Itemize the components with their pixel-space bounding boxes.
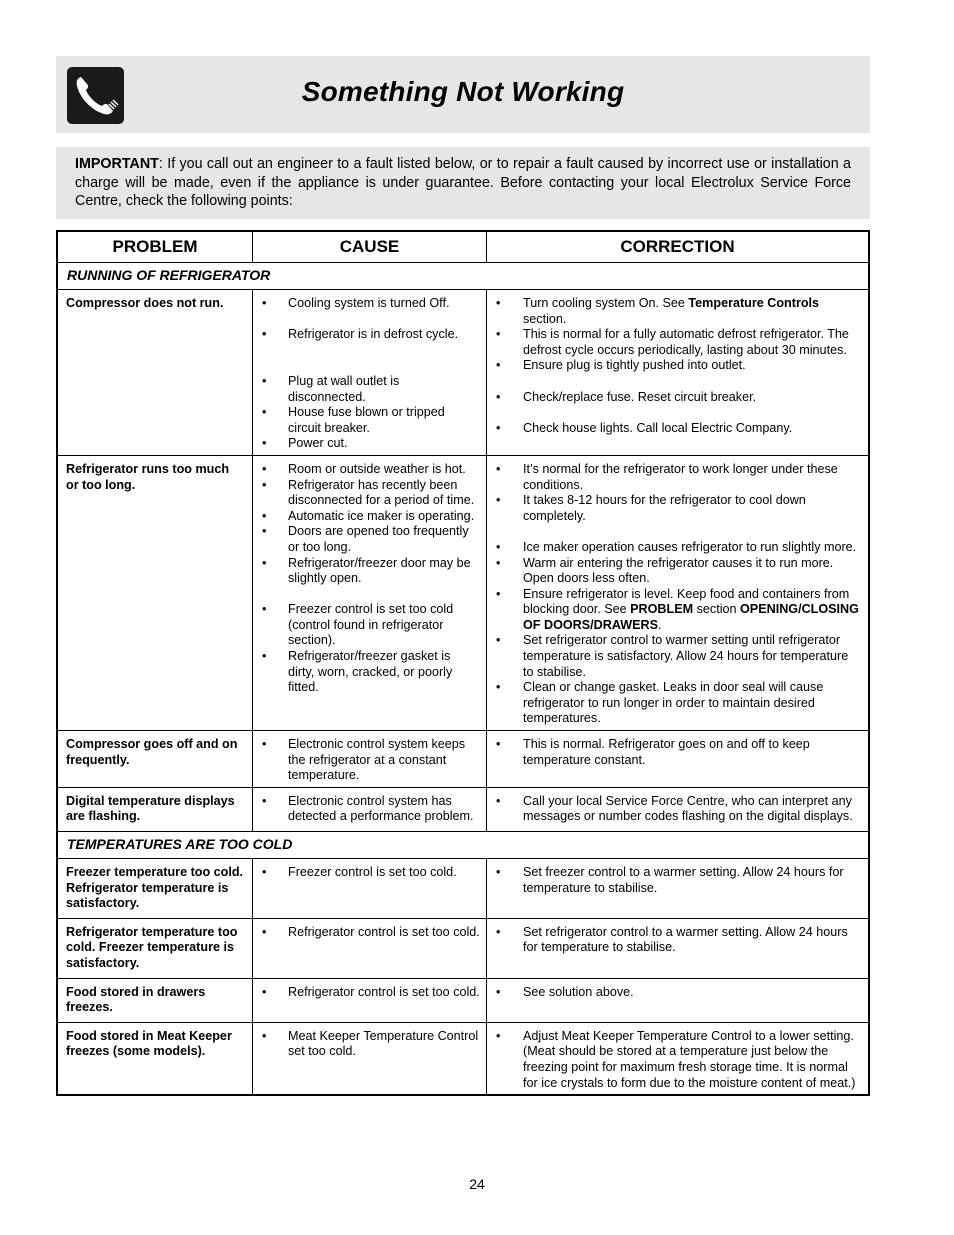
important-notice: [56, 147, 870, 219]
cause-item: • Freezer control is set too cold.: [262, 865, 480, 881]
cause-item: • Refrigerator control is set too cold.: [262, 985, 480, 1001]
cause-item: • Freezer control is set too cold (control found in refrigerator section).: [262, 602, 480, 649]
problem-cell: Refrigerator runs too much or too long.: [57, 455, 253, 730]
section-row: [57, 832, 869, 859]
correction-item: • This is normal. Refrigerator goes on and off to keep temperature constant.: [496, 737, 862, 768]
header-correction: CORRECTION: [487, 231, 870, 263]
correction-cell: [487, 978, 870, 1022]
page-title: Something Not Working: [301, 76, 625, 107]
header-band: [56, 56, 870, 133]
cause-item: • Room or outside weather is hot.: [262, 462, 480, 478]
correction-item: • Check house lights. Call local Electric Company.: [496, 421, 862, 437]
table-row: [57, 290, 869, 456]
notice-body: : If you call out an engineer to a fault listed below, or to repair a fault caused by incorrect use or installation a charge will be made, even if the appliance is under guarantee. Before contacting your local Electrolux Service Force Centre, check the following points:: [75, 156, 851, 209]
cause-item: • Refrigerator/freezer door may be slightly open.: [262, 556, 480, 587]
problem-cell: Digital temperature displays are flashing.: [57, 787, 253, 831]
cause-item: • House fuse blown or tripped circuit breaker.: [262, 405, 480, 436]
cause-item: • Automatic ice maker is operating.: [262, 509, 480, 525]
correction-item: • This is normal for a fully automatic defrost refrigerator. The defrost cycle occurs periodically, lasting about 30 minutes.: [496, 327, 862, 358]
correction-item: • Warm air entering the refrigerator causes it to run more. Open doors less often.: [496, 556, 862, 587]
cause-cell: [253, 731, 487, 788]
cause-item: • Refrigerator is in defrost cycle.: [262, 327, 480, 343]
correction-item: • It’s normal for the refrigerator to work longer under these conditions.: [496, 462, 862, 493]
notice-label: IMPORTANT: [75, 156, 159, 172]
correction-cell: [487, 290, 870, 456]
table-header-row: [57, 231, 869, 263]
section-title-running: RUNNING OF REFRIGERATOR: [57, 263, 869, 290]
correction-item: • Call your local Service Force Centre, who can interpret any messages or number codes flashing on the digital displays.: [496, 794, 862, 825]
correction-cell: [487, 455, 870, 730]
correction-cell: [487, 918, 870, 978]
cause-item: • Refrigerator has recently been disconnected for a period of time.: [262, 478, 480, 509]
cause-item: • Electronic control system keeps the refrigerator at a constant temperature.: [262, 737, 480, 784]
correction-item: • Turn cooling system On. See Temperature Controls section.: [496, 296, 862, 327]
correction-item: • See solution above.: [496, 985, 862, 1001]
troubleshooting-table: [56, 230, 870, 1096]
table-row: [57, 1022, 869, 1095]
problem-cell: Freezer temperature too cold. Refrigerator temperature is satisfactory.: [57, 859, 253, 919]
problem-cell: Compressor goes off and on frequently.: [57, 731, 253, 788]
correction-item: • Set refrigerator control to a warmer setting. Allow 24 hours for temperature to stabilise.: [496, 925, 862, 956]
cause-item: • Electronic control system has detected a performance problem.: [262, 794, 480, 825]
correction-item: • Set refrigerator control to warmer setting until refrigerator temperature is satisfactory. Allow 24 hours for temperature to stabilise.: [496, 633, 862, 680]
table-row: [57, 455, 869, 730]
problem-cell: Food stored in drawers freezes.: [57, 978, 253, 1022]
correction-item: • It takes 8-12 hours for the refrigerator to cool down completely.: [496, 493, 862, 524]
cause-item: • Refrigerator/freezer gasket is dirty, worn, cracked, or poorly fitted.: [262, 649, 480, 696]
correction-item: • Ensure plug is tightly pushed into outlet.: [496, 358, 862, 374]
table-row: [57, 918, 869, 978]
table-row: [57, 787, 869, 831]
cause-item: • Cooling system is turned Off.: [262, 296, 480, 312]
cause-cell: [253, 290, 487, 456]
header-cause: CAUSE: [253, 231, 487, 263]
correction-item: • Set freezer control to a warmer setting. Allow 24 hours for temperature to stabilise.: [496, 865, 862, 896]
correction-item: • Adjust Meat Keeper Temperature Control to a lower setting. (Meat should be stored at a temperature just below the freezing point for maximum fresh storage time. It is normal for ice crystals to form due to the moisture content of meat.): [496, 1029, 862, 1091]
correction-cell: [487, 787, 870, 831]
cause-cell: [253, 918, 487, 978]
correction-cell: [487, 1022, 870, 1095]
correction-cell: [487, 859, 870, 919]
cause-cell: [253, 859, 487, 919]
correction-item: • Check/replace fuse. Reset circuit breaker.: [496, 390, 862, 406]
cause-cell: [253, 978, 487, 1022]
correction-cell: [487, 731, 870, 788]
cause-item: • Doors are opened too frequently or too long.: [262, 524, 480, 555]
notice-text: [75, 155, 851, 211]
correction-item: • Ensure refrigerator is level. Keep food and containers from blocking door. See PROBLEM section OPENING/CLOSING OF DOORS/DRAWERS.: [496, 587, 862, 634]
cause-cell: [253, 1022, 487, 1095]
table-row: [57, 731, 869, 788]
page-number: 24: [469, 1176, 485, 1192]
cause-cell: [253, 455, 487, 730]
header-problem: PROBLEM: [57, 231, 253, 263]
cause-item: • Power cut.: [262, 436, 480, 452]
cause-item: • Meat Keeper Temperature Control set too cold.: [262, 1029, 480, 1060]
problem-cell: Refrigerator temperature too cold. Freezer temperature is satisfactory.: [57, 918, 253, 978]
problem-cell: Food stored in Meat Keeper freezes (some models).: [57, 1022, 253, 1095]
cause-item: • Refrigerator control is set too cold.: [262, 925, 480, 941]
cause-item: • Plug at wall outlet is disconnected.: [262, 374, 480, 405]
section-row: [57, 263, 869, 290]
table-row: [57, 978, 869, 1022]
table-row: [57, 859, 869, 919]
correction-item: • Ice maker operation causes refrigerator to run slightly more.: [496, 540, 862, 556]
correction-item: • Clean or change gasket. Leaks in door seal will cause refrigerator to run longer in order to maintain desired temperatures.: [496, 680, 862, 727]
problem-cell: Compressor does not run.: [57, 290, 253, 456]
section-title-too-cold: TEMPERATURES ARE TOO COLD: [57, 832, 869, 859]
cause-cell: [253, 787, 487, 831]
